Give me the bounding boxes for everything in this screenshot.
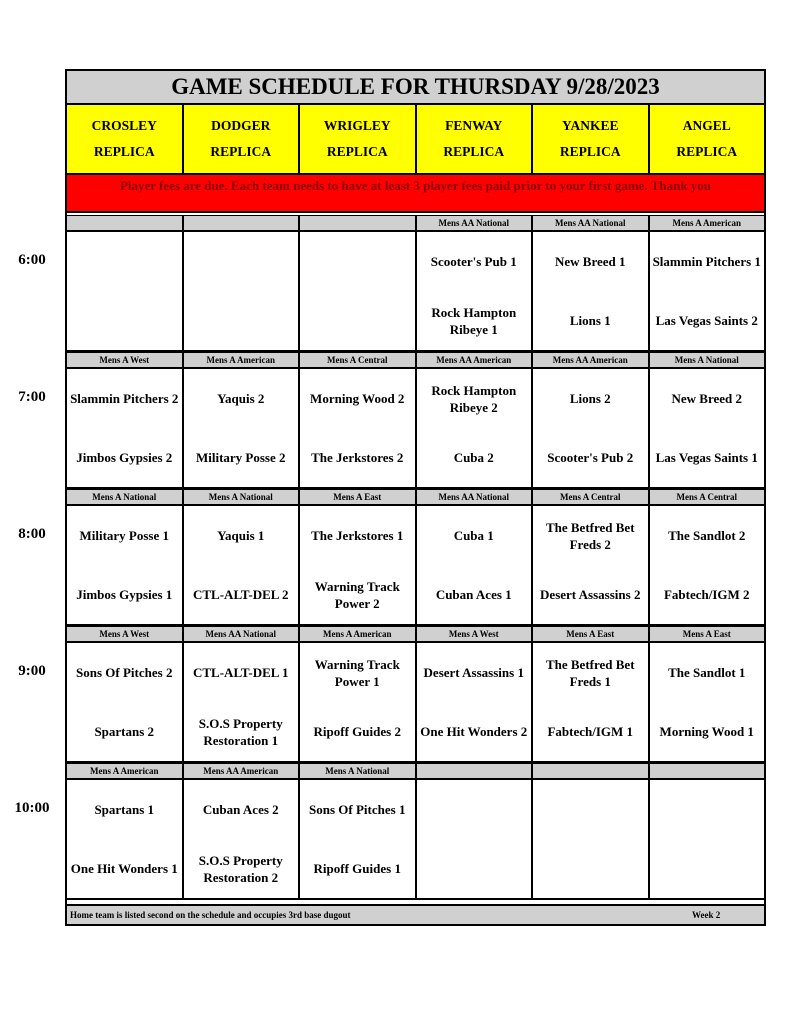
home-team: Fabtech/IGM 1 [547,724,634,739]
time-slot-block [67,352,764,489]
away-team: Military Posse 1 [79,528,170,543]
time-label: 8:00 [18,526,46,542]
game-cell [650,643,765,761]
away-team: The Jerkstores 1 [311,528,404,543]
field-sub: REPLICA [210,144,272,159]
away-team: New Breed 1 [554,254,626,269]
field-header-wrigley [300,105,417,173]
away-team: Cuba 1 [453,528,494,543]
division-label: Mens A National [300,764,417,778]
away-team [650,780,765,839]
division-row [67,215,764,232]
home-team: S.O.S Property Restoration 2 [198,852,283,885]
game-cell [184,506,301,624]
field-name: WRIGLEY [323,118,391,133]
schedule-title: GAME SCHEDULE FOR THURSDAY 9/28/2023 [67,71,764,105]
field-header-crosley [67,105,184,173]
division-row [67,352,764,369]
away-team: Cuban Aces 2 [202,802,279,817]
game-cell [300,369,417,487]
division-label: Mens AA American [533,353,650,367]
game-cell [417,369,534,487]
games-row [67,643,764,763]
field-sub: REPLICA [559,144,621,159]
division-label: Mens AA American [184,764,301,778]
home-team: Morning Wood 1 [659,724,754,739]
home-team: Scooter's Pub 2 [547,450,634,465]
away-team: The Sandlot 2 [668,528,746,543]
division-label: Mens A American [67,764,184,778]
away-team: The Betfred Bet Freds 1 [545,656,635,689]
home-team: Cuba 2 [453,450,494,465]
division-label [650,764,765,778]
game-cell [533,780,650,898]
field-name: FENWAY [445,118,503,133]
field-name: CROSLEY [91,118,157,133]
away-team: Yaquis 1 [217,528,265,543]
away-team [67,232,182,291]
game-cell [67,643,184,761]
home-team: Cuban Aces 1 [435,587,512,602]
division-label: Mens A West [417,627,534,641]
games-row [67,780,764,900]
game-cell [184,643,301,761]
away-team: Rock Hampton Ribeye 2 [431,382,517,415]
away-team [417,780,532,839]
time-label: 10:00 [14,800,50,816]
game-cell [417,643,534,761]
home-team: Warning Track Power 2 [314,578,400,611]
division-label: Mens A American [184,353,301,367]
away-team [300,232,415,291]
field-sub: REPLICA [93,144,155,159]
division-label: Mens A East [650,627,765,641]
time-slot-block [67,763,764,900]
game-cell [650,369,765,487]
away-team: Yaquis 2 [217,391,265,406]
home-team: Las Vegas Saints 1 [655,450,758,465]
division-label [533,764,650,778]
games-row [67,369,764,489]
game-cell [67,232,184,350]
home-team [417,839,532,898]
home-team: Jimbos Gypsies 1 [76,587,173,602]
away-team: The Betfred Bet Freds 2 [545,519,635,552]
game-cell [184,369,301,487]
division-label: Mens A Central [300,353,417,367]
game-cell [533,369,650,487]
home-team: Las Vegas Saints 2 [655,313,758,328]
away-team: Sons Of Pitches 2 [76,665,173,680]
time-label: 9:00 [18,663,46,679]
game-cell [533,643,650,761]
away-team: New Breed 2 [671,391,743,406]
game-cell [533,506,650,624]
home-team: CTL-ALT-DEL 2 [193,587,289,602]
home-team: Ripoff Guides 1 [313,861,401,876]
field-header-dodger [184,105,301,173]
game-cell [67,506,184,624]
home-team [300,291,415,350]
division-label: Mens A East [533,627,650,641]
home-team [533,839,648,898]
field-name: DODGER [211,118,271,133]
time-label: 7:00 [18,389,46,405]
time-slot-block [67,489,764,626]
away-team: Desert Assassins 1 [423,665,524,680]
division-label: Mens A American [650,216,765,230]
home-team: One Hit Wonders 2 [420,724,528,739]
division-label [184,216,301,230]
division-label: Mens AA National [417,216,534,230]
home-team: S.O.S Property Restoration 1 [198,715,283,748]
away-team: Warning Track Power 1 [314,656,400,689]
game-cell [650,780,765,898]
game-cell [67,780,184,898]
home-team: The Jerkstores 2 [311,450,404,465]
away-team: Sons Of Pitches 1 [309,802,406,817]
division-label: Mens A American [300,627,417,641]
field-name: YANKEE [561,118,619,133]
week-label: Week 2 [692,910,721,920]
game-cell [300,643,417,761]
home-team: Fabtech/IGM 2 [663,587,750,602]
away-team: Lions 2 [569,391,611,406]
away-team: Spartans 1 [94,802,155,817]
division-label: Mens AA National [184,627,301,641]
home-team: Jimbos Gypsies 2 [76,450,173,465]
game-cell [417,232,534,350]
division-label: Mens A National [67,490,184,504]
away-team: Morning Wood 2 [310,391,405,406]
schedule-footer [67,904,764,924]
division-label: Mens A Central [650,490,765,504]
field-name: ANGEL [682,118,731,133]
field-sub: REPLICA [326,144,388,159]
fees-notice: Player fees are due. Each team needs to have at least 3 player fees paid prior to your first game. Thank you [67,175,764,213]
home-team: Lions 1 [569,313,611,328]
away-team [184,232,299,291]
game-cell [300,506,417,624]
home-team: Rock Hampton Ribeye 1 [431,304,517,337]
away-team: CTL-ALT-DEL 1 [193,665,289,680]
game-cell [184,780,301,898]
home-team: Ripoff Guides 2 [313,724,401,739]
home-team: Desert Assassins 2 [540,587,641,602]
home-team [650,839,765,898]
game-cell [417,506,534,624]
field-sub: REPLICA [443,144,505,159]
division-label [300,216,417,230]
division-label: Mens A National [650,353,765,367]
away-team [533,780,648,839]
division-label [67,216,184,230]
division-label: Mens AA National [417,490,534,504]
field-header-fenway [417,105,534,173]
game-cell [650,506,765,624]
division-row [67,626,764,643]
away-team: Slammin Pitchers 2 [70,391,179,406]
home-team-note: Home team is listed second on the schedule and occupies 3rd base dugout [70,910,351,920]
game-cell [650,232,765,350]
time-slot-block [67,626,764,763]
field-header-yankee [533,105,650,173]
division-label: Mens A West [67,627,184,641]
away-team: The Sandlot 1 [668,665,746,680]
home-team [184,291,299,350]
game-cell [533,232,650,350]
time-slot-block [67,215,764,352]
away-team: Slammin Pitchers 1 [652,254,761,269]
division-label: Mens A East [300,490,417,504]
division-label: Mens AA American [417,353,534,367]
game-cell [300,232,417,350]
game-cell [184,232,301,350]
games-row [67,232,764,352]
division-label: Mens A Central [533,490,650,504]
field-header-angel [650,105,765,173]
division-row [67,489,764,506]
game-cell [417,780,534,898]
away-team: Scooter's Pub 1 [430,254,517,269]
home-team [67,291,182,350]
division-label [417,764,534,778]
division-label: Mens AA National [533,216,650,230]
field-header-row [67,105,764,175]
division-row [67,763,764,780]
game-cell [300,780,417,898]
division-label: Mens A National [184,490,301,504]
field-sub: REPLICA [676,144,738,159]
schedule-sheet [65,69,766,926]
time-label: 6:00 [18,252,46,268]
home-team: One Hit Wonders 1 [70,861,178,876]
home-team: Military Posse 2 [195,450,286,465]
home-team: Spartans 2 [94,724,155,739]
games-row [67,506,764,626]
game-cell [67,369,184,487]
division-label: Mens A West [67,353,184,367]
